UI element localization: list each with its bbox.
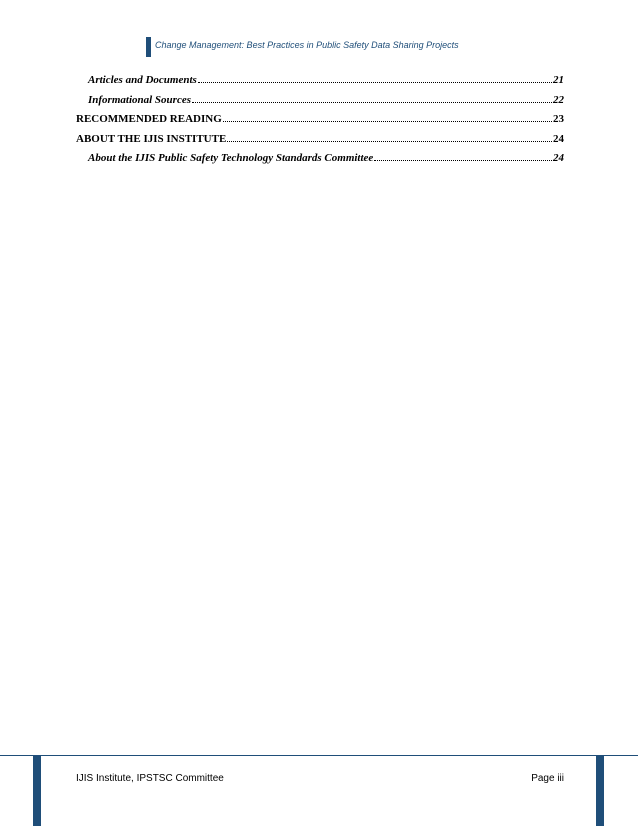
- footer-divider: [0, 755, 638, 756]
- toc-entry[interactable]: [76, 113, 564, 133]
- header-accent-bar: [146, 37, 151, 57]
- toc-entry[interactable]: [76, 152, 564, 172]
- toc-dot-leader: [227, 133, 552, 142]
- footer-left-accent-bar: [33, 756, 41, 826]
- running-header-title: Change Management: Best Practices in Public Safety Data Sharing Projects: [155, 40, 459, 50]
- toc-entry-label: RECOMMENDED READING: [76, 113, 222, 125]
- toc-entry[interactable]: [76, 94, 564, 114]
- table-of-contents: [76, 74, 564, 172]
- toc-entry-page: 24: [553, 132, 564, 145]
- toc-dot-leader: [223, 113, 552, 122]
- toc-entry-page: 22: [553, 93, 564, 106]
- toc-entry-page: 21: [553, 74, 564, 86]
- footer-organization: IJIS Institute, IPSTSC Committee: [76, 773, 224, 784]
- toc-entry-label: About the IJIS Public Safety Technology Standards Committee: [88, 152, 374, 164]
- toc-entry[interactable]: [76, 74, 564, 94]
- toc-entry[interactable]: [76, 133, 564, 153]
- toc-entry-label: Articles and Documents: [88, 74, 197, 86]
- toc-entry-page: 24: [553, 152, 564, 164]
- footer-page-number: Page iii: [531, 773, 564, 784]
- toc-entry-label: ABOUT THE IJIS INSTITUTE: [76, 132, 227, 145]
- toc-dot-leader: [192, 94, 552, 103]
- footer-right-accent-bar: [596, 756, 604, 826]
- toc-entry-label: Informational Sources: [88, 93, 191, 106]
- toc-dot-leader: [198, 74, 552, 83]
- toc-dot-leader: [374, 152, 552, 161]
- toc-entry-page: 23: [553, 113, 564, 125]
